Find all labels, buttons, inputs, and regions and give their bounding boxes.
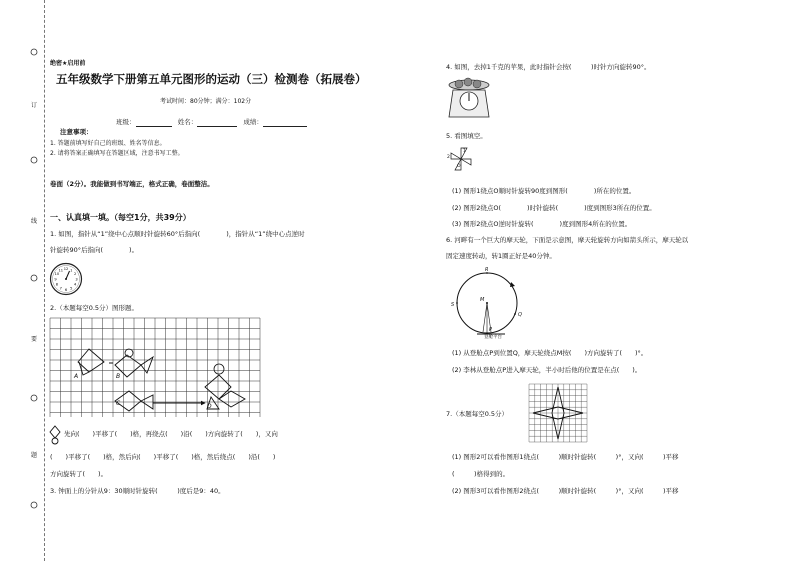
binding-label: 线 [31, 218, 38, 225]
q5-fig-label: 1 [463, 149, 466, 154]
q7-item: (2) 图形3可以看作图形2绕点( )顺时针旋转( )°，又向( )平移 [452, 487, 679, 495]
q7-grid-figure [528, 383, 588, 443]
q6-fig-label: Q [518, 312, 522, 318]
q2-text: 先向( )平移了( )格，再绕点( )沿( )方向旋转了( )，又向 [64, 430, 278, 438]
secret-mark: 绝密★启用前 [50, 60, 86, 67]
q5-item: (3) 图形2绕点O逆时针旋转( )度到图形4所在的位置。 [452, 220, 632, 228]
q6-fig-label: M [480, 297, 485, 303]
q6-text: 6. 河畔有一个巨大的摩天轮，下面是示意图，摩天轮旋转方向如箭头所示，摩天轮以 [446, 236, 689, 244]
neatness-note: 卷面（2分）。我能做到书写端正，格式正确，卷面整洁。 [50, 180, 214, 188]
q1-text: 1. 如图，指针从“1”绕中心点顺时针旋转60°后指向( )，指针从“1”绕中心点逆时 [50, 230, 305, 238]
score-label: 成绩： [243, 118, 263, 126]
grid-label-c: C [116, 400, 121, 407]
clock-number: 10 [54, 272, 60, 277]
clock-number: 8 [55, 282, 59, 287]
q2-text: 方向旋转了( )。 [50, 470, 108, 478]
info-row [116, 118, 307, 127]
q2-heading: 2.（本题每空0.5分）图形题。 [50, 304, 139, 312]
page-title: 五年级数学下册第五单元图形的运动（三）检测卷（拓展卷） [56, 72, 367, 86]
clock-number: 2 [73, 272, 77, 277]
note-item: 1. 答题前填写好自己的班级、姓名等信息。 [50, 140, 166, 147]
clock-number: 4 [73, 282, 77, 287]
binding-label: 题 [31, 452, 38, 459]
q1-text: 针旋转90°后指向( )。 [50, 246, 139, 254]
class-label: 班级： [116, 118, 136, 126]
clock-number: 5 [70, 286, 73, 291]
note-item: 2. 请将答案正确填写在答题区域，注意书写工整。 [50, 150, 184, 157]
q2-grid-figure [49, 317, 261, 418]
clock-number: 1 [70, 268, 73, 273]
scale-figure [447, 77, 491, 119]
binding-label: 要 [31, 336, 38, 343]
exam-info: 考试时间：80分钟；满分：102分 [160, 98, 252, 105]
clock-number: 7 [59, 286, 62, 291]
q5-item: (1) 图形1绕点O顺时针旋转90度到图形( )所在的位置。 [452, 187, 636, 195]
q6-item: (1) 从登舱点P到位置Q，摩天轮绕点M按( )方向旋转了( )°。 [452, 349, 648, 357]
grid-label-b: B [116, 373, 121, 380]
q4-text: 4. 如图，去掉1千克的苹果，此时指针会按( )时针方向旋转90°。 [446, 63, 651, 71]
q5-pinwheel-figure [450, 146, 472, 172]
q5-fig-label: O [457, 164, 461, 169]
q2-text: ( )平移了( )格，然后向( )平移了( )格，然后绕点( )沿( ) [50, 453, 276, 461]
q6-fig-label: 登舱平台 [484, 335, 502, 340]
clock-number: 9 [54, 277, 57, 282]
binding-margin [28, 0, 40, 561]
grid-label-a: A [74, 373, 79, 380]
notes-heading: 注意事项： [60, 128, 93, 136]
clock-number: 3 [75, 277, 78, 282]
q5-heading: 5. 看图填空。 [446, 132, 487, 140]
binding-label: 订 [31, 102, 38, 109]
q6-item: (2) 李林从登舱点P进入摩天轮，半小时后他的位置是在点( )。 [452, 366, 642, 374]
clock-figure [49, 262, 83, 296]
clock-number: 11 [58, 268, 64, 273]
section1-heading: 一、认真填一填。（每空1分，共39分） [50, 213, 191, 222]
q5-fig-label: 2 [447, 155, 450, 160]
q7-heading: 7.（本题每空0.5分） [446, 410, 509, 418]
class-field[interactable] [136, 119, 172, 127]
score-field[interactable] [263, 119, 307, 127]
name-field[interactable] [197, 119, 237, 127]
q5-item: (2) 图形2绕点O( )时针旋转( )度到图形3所在的位置。 [452, 204, 656, 212]
clock-number: 6 [64, 287, 68, 292]
grid-label-d: D [207, 403, 212, 410]
q6-fig-label: P [489, 327, 493, 333]
shape-icon [48, 425, 62, 445]
q6-fig-label: S [451, 302, 455, 308]
name-label: 姓名： [177, 118, 198, 126]
q7-item: (1) 图形2可以看作图形1绕点( )顺时针旋转( )°，又向( )平移 [452, 453, 679, 461]
binding-circles [28, 0, 40, 561]
binding-dashed-line [44, 0, 46, 561]
q7-item: ( )格得到的。 [452, 470, 510, 478]
clock-number: 12 [63, 266, 69, 271]
q6-text: 固定速度转动，转1圈正好是40分钟。 [446, 252, 556, 260]
q6-fig-label: R [485, 267, 489, 273]
q3-text: 3. 钟面上的分针从9：30顺时针旋转( )度后是9：40。 [50, 487, 225, 495]
